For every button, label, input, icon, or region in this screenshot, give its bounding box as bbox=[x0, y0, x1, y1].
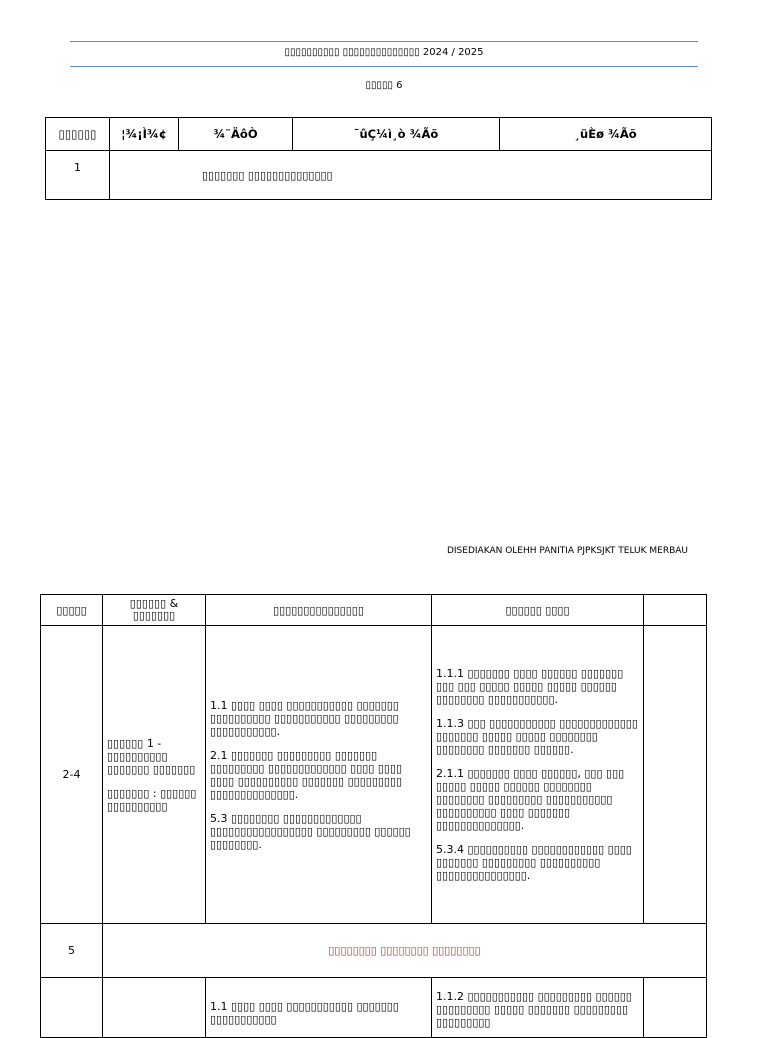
lesson-row bbox=[41, 978, 707, 1038]
summary-header-3: ¾¨ÄôÒ bbox=[179, 118, 293, 151]
lesson-objective-item: 1.1.3 ▯▯▯ ▯▯▯▯▯▯▯▯▯▯▯ ▯▯▯▯▯▯▯▯▯▯▯▯▯ ▯▯▯▯▯▯▯ ▯▯▯▯▯ ▯▯▯▯▯ ▯▯▯▯▯▯▯▯ ▯▯▯▯▯▯▯▯ ▯▯▯▯▯▯▯ ▯▯▯▯▯▯. bbox=[436, 717, 638, 756]
summary-row-text: ▯▯▯▯▯▯▯ ▯▯▯▯▯▯▯▯▯▯▯▯▯▯ bbox=[110, 151, 712, 200]
lesson-objectives: 1.1.2 ▯▯▯▯▯▯▯▯▯▯▯ ▯▯▯▯▯▯▯▯▯ ▯▯▯▯▯▯ ▯▯▯▯▯▯▯▯▯ ▯▯▯▯▯ ▯▯▯▯▯▯▯ ▯▯▯▯▯▯▯▯▯ ▯▯▯▯▯▯▯▯▯ bbox=[432, 978, 644, 1038]
lesson-unit bbox=[103, 978, 206, 1038]
summary-table-header bbox=[46, 118, 712, 151]
lesson-objective-item: 5.3.4 ▯▯▯▯▯▯▯▯▯▯ ▯▯▯▯▯▯▯▯▯▯▯▯ ▯▯▯▯ ▯▯▯▯▯▯▯ ▯▯▯▯▯▯▯▯▯ ▯▯▯▯▯▯▯▯▯▯ ▯▯▯▯▯▯▯▯▯▯▯▯▯▯▯. bbox=[436, 843, 632, 882]
lesson-standard-item: 2.1 ▯▯▯▯▯▯▯ ▯▯▯▯▯▯▯▯▯ ▯▯▯▯▯▯▯ ▯▯▯▯▯▯▯▯▯ ▯▯▯▯▯▯▯▯▯▯▯▯▯ ▯▯▯▯ ▯▯▯▯ ▯▯▯▯ ▯▯▯▯▯▯▯▯▯▯ ▯▯▯▯▯▯▯ ▯▯▯▯▯▯▯▯▯ ▯▯▯▯▯▯▯▯▯▯▯▯▯▯. bbox=[210, 748, 403, 801]
lesson-standards bbox=[206, 626, 432, 924]
holiday-banner: ▯▯▯▯▯▯▯▯ ▯▯▯▯▯▯▯▯ ▯▯▯▯▯▯▯▯ bbox=[103, 924, 707, 978]
lesson-plan-table bbox=[40, 594, 707, 1038]
header-rule-bottom bbox=[70, 66, 698, 67]
lesson-standard-item: 5.3 ▯▯▯▯▯▯▯▯ ▯▯▯▯▯▯▯▯▯▯▯▯▯ ▯▯▯▯▯▯▯▯▯▯▯▯▯▯▯▯▯ ▯▯▯▯▯▯▯▯▯ ▯▯▯▯▯▯ ▯▯▯▯▯▯▯▯. bbox=[210, 811, 411, 851]
lesson-row bbox=[41, 924, 707, 978]
lesson-week: 5 bbox=[41, 924, 103, 978]
lesson-header-objective: ▯▯▯▯▯▯ ▯▯▯▯ bbox=[432, 595, 644, 626]
lesson-notes-cell bbox=[644, 978, 707, 1038]
lesson-unit bbox=[103, 626, 206, 924]
lesson-week: 2-4 bbox=[41, 626, 103, 924]
lesson-plan-header bbox=[41, 595, 707, 626]
lesson-unit-title: ▯▯▯▯▯▯ 1 - ▯▯▯▯▯▯▯▯▯▯ ▯▯▯▯▯▯▯ ▯▯▯▯▯▯▯ bbox=[107, 736, 196, 776]
summary-header-2: ¦¾¡Ì¾¢ bbox=[110, 118, 179, 151]
lesson-objective-item: 2.1.1 ▯▯▯▯▯▯▯ ▯▯▯▯ ▯▯▯▯▯▯, ▯▯▯ ▯▯▯ ▯▯▯▯▯ ▯▯▯▯▯ ▯▯▯▯▯▯ ▯▯▯▯▯▯▯▯ ▯▯▯▯▯▯▯▯ ▯▯▯▯▯▯▯▯▯ ▯▯▯▯▯▯▯▯▯▯▯ ▯▯▯▯▯▯▯▯▯▯ ▯▯▯▯ ▯▯▯▯▯▯▯ ▯▯▯▯▯▯▯▯▯▯▯▯▯▯. bbox=[436, 767, 625, 832]
lesson-row bbox=[41, 626, 707, 924]
summary-row-number: 1 bbox=[46, 151, 110, 200]
lesson-notes-cell bbox=[644, 626, 707, 924]
lesson-standards: 1.1 ▯▯▯▯ ▯▯▯▯ ▯▯▯▯▯▯▯▯▯▯▯ ▯▯▯▯▯▯▯ ▯▯▯▯▯▯▯▯▯▯▯ bbox=[206, 978, 432, 1038]
document-subtitle: ▯▯▯▯▯ 6 bbox=[365, 80, 403, 91]
lesson-unit-subtitle: ▯▯▯▯▯▯▯ : ▯▯▯▯▯▯ ▯▯▯▯▯▯▯▯▯▯ bbox=[107, 786, 197, 813]
lesson-week bbox=[41, 978, 103, 1038]
summary-table-row bbox=[46, 151, 712, 200]
summary-table bbox=[45, 117, 712, 200]
lesson-header-unit: ▯▯▯▯▯▯ & ▯▯▯▯▯▯▯ bbox=[103, 595, 206, 626]
lesson-standard-item: 1.1 ▯▯▯▯ ▯▯▯▯ ▯▯▯▯▯▯▯▯▯▯▯ ▯▯▯▯▯▯▯ ▯▯▯▯▯▯▯▯▯▯ ▯▯▯▯▯▯▯▯▯▯▯ ▯▯▯▯▯▯▯▯▯ ▯▯▯▯▯▯▯▯▯▯▯. bbox=[210, 698, 399, 738]
summary-header-4: ¯ûÇ¼ì¸ò ¾Ãõ bbox=[293, 118, 500, 151]
lesson-header-week: ▯▯▯▯▯ bbox=[41, 595, 103, 626]
lesson-objective-item: 1.1.1 ▯▯▯▯▯▯▯ ▯▯▯▯ ▯▯▯▯▯▯ ▯▯▯▯▯▯▯ ▯▯▯ ▯▯▯ ▯▯▯▯▯ ▯▯▯▯▯ ▯▯▯▯▯ ▯▯▯▯▯▯ ▯▯▯▯▯▯▯▯ ▯▯▯▯▯▯▯▯▯▯▯. bbox=[436, 667, 624, 706]
lesson-header-standard: ▯▯▯▯▯▯▯▯▯▯▯▯▯▯▯ bbox=[206, 595, 432, 626]
lesson-header-notes bbox=[644, 595, 707, 626]
document-title: ▯▯▯▯▯▯▯▯▯▯ ▯▯▯▯▯▯▯▯▯▯▯▯▯▯ 2024 / 2025 bbox=[284, 47, 484, 58]
summary-header-1: ▯▯▯▯▯▯ bbox=[46, 118, 110, 151]
lesson-objectives bbox=[432, 626, 644, 924]
prepared-by-note: DISEDIAKAN OLEHH PANITIA PJPKSJKT TELUK MERBAU bbox=[446, 546, 688, 556]
summary-header-5: ¸üÈø ¾Ãõ bbox=[500, 118, 712, 151]
header-rule-top bbox=[70, 41, 698, 42]
